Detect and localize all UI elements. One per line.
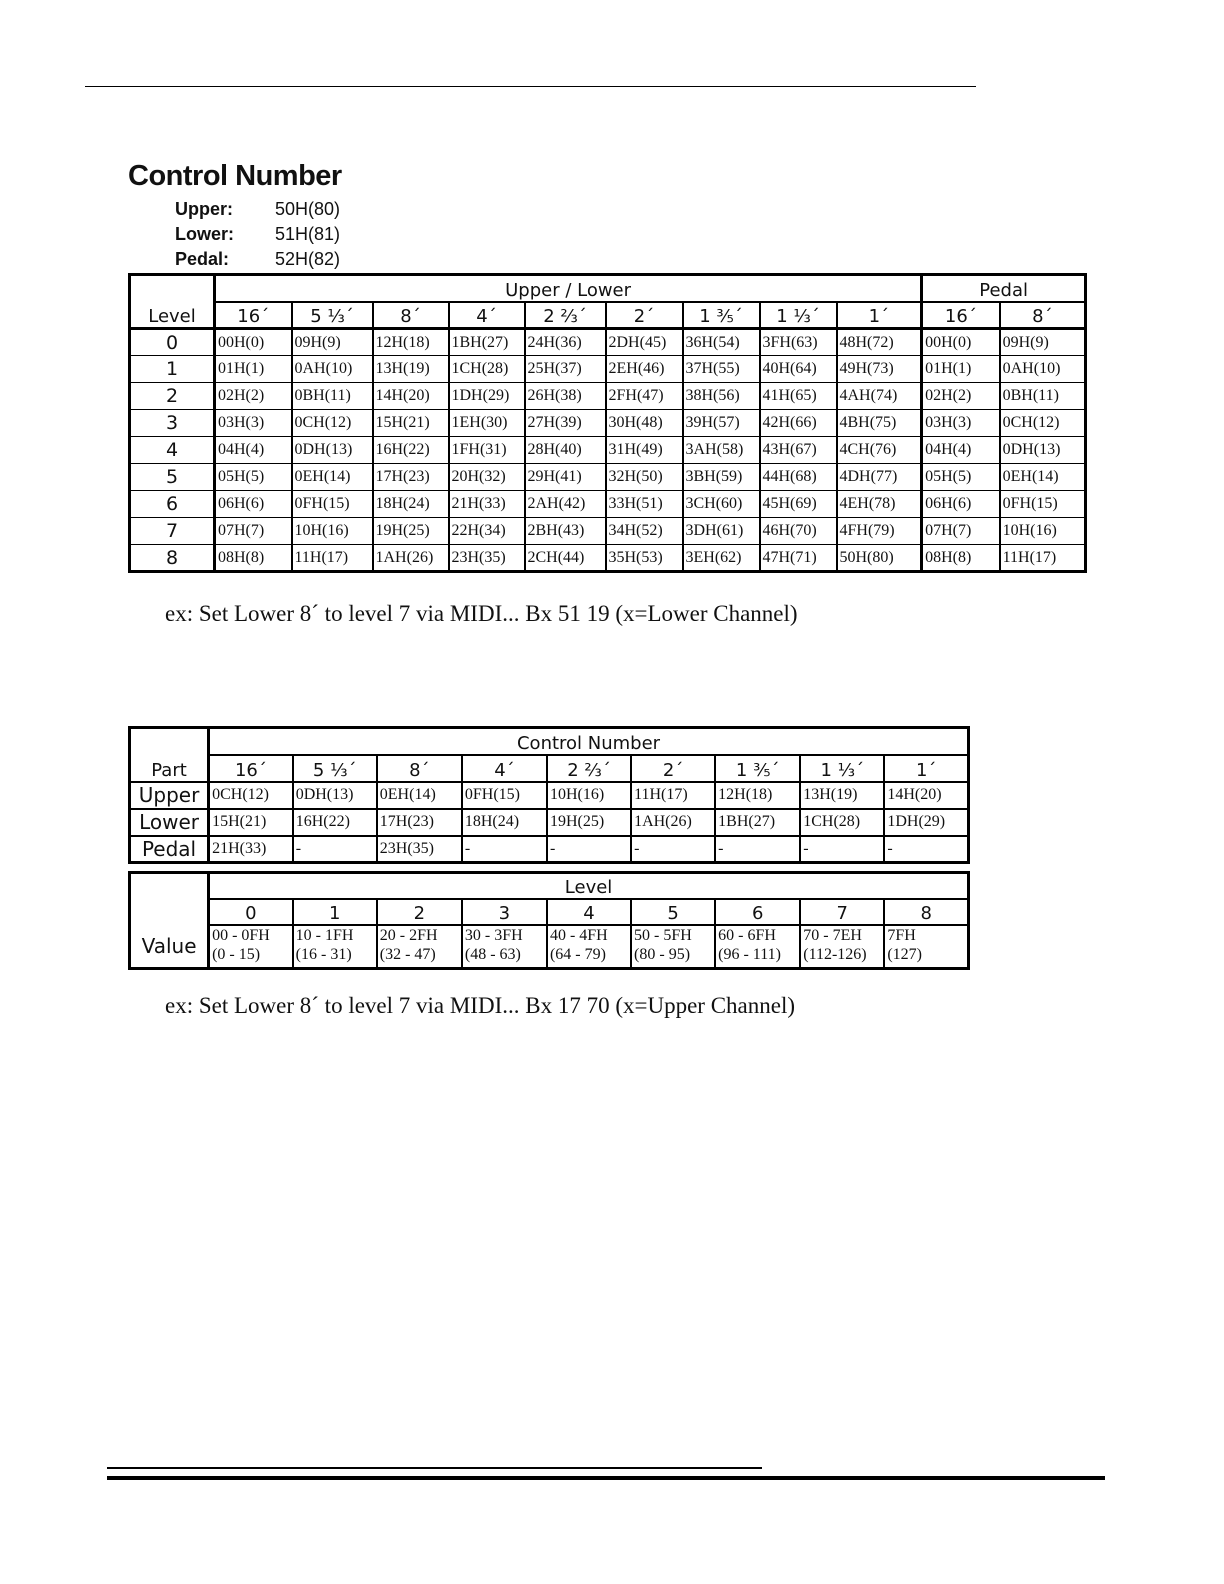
- level-cell: 8: [130, 545, 215, 572]
- table-cell: 0DH(13): [1000, 437, 1086, 464]
- table-cell: 11H(17): [631, 782, 715, 809]
- table-row: [130, 410, 1086, 437]
- table-cell: 21H(33): [209, 836, 293, 863]
- footer-rule-thick: [107, 1476, 1105, 1480]
- table-cell: 19H(25): [547, 809, 631, 836]
- table-cell: 0DH(13): [292, 437, 373, 464]
- column-header: 1´: [837, 302, 922, 329]
- table-cell: 39H(57): [683, 410, 760, 437]
- table-cell: 3FH(63): [760, 329, 837, 356]
- table-cell: 0AH(10): [1000, 356, 1086, 383]
- table-cell: 3DH(61): [683, 518, 760, 545]
- level-header: 2: [377, 899, 462, 925]
- control-number-label: Pedal:: [175, 249, 230, 269]
- table-cell: 30H(48): [606, 410, 683, 437]
- control-number-lower: [175, 222, 340, 247]
- value-dec: (112-126): [803, 945, 867, 963]
- example-note-1: ex: Set Lower 8´ to level 7 via MIDI... Bx 51 19 (x=Lower Channel): [165, 601, 798, 626]
- value-dec: (80 - 95): [634, 945, 691, 963]
- table-cell: 15H(21): [209, 809, 293, 836]
- level-cell: 3: [130, 410, 215, 437]
- value-cell: [547, 925, 631, 969]
- table-cell: 38H(56): [683, 383, 760, 410]
- table-cell: 2FH(47): [606, 383, 683, 410]
- level-header: 5: [631, 899, 715, 925]
- table-cell: 11H(17): [1000, 545, 1086, 572]
- footer-rule-thin: [107, 1467, 762, 1469]
- group-header-control-number: Control Number: [209, 728, 969, 755]
- level-header: 0: [209, 899, 293, 925]
- table-cell: 10H(16): [292, 518, 373, 545]
- value-cell: [377, 925, 462, 969]
- group-header-upper-lower: Upper / Lower: [215, 275, 922, 302]
- example-note-2: ex: Set Lower 8´ to level 7 via MIDI... Bx 17 70 (x=Upper Channel): [165, 993, 795, 1018]
- value-row-header: Value: [130, 925, 209, 969]
- table-cell: 34H(52): [606, 518, 683, 545]
- table-row: [130, 491, 1086, 518]
- table-row: [130, 356, 1086, 383]
- column-header: 5 ⅓´: [292, 302, 373, 329]
- table-cell: 01H(1): [215, 356, 292, 383]
- table-cell: 46H(70): [760, 518, 837, 545]
- level-cell: 1: [130, 356, 215, 383]
- table-cell: 3EH(62): [683, 545, 760, 572]
- table-cell: 03H(3): [922, 410, 1000, 437]
- table-cell: 33H(51): [606, 491, 683, 518]
- table-cell: 18H(24): [462, 809, 547, 836]
- table-cell: 4AH(74): [837, 383, 922, 410]
- table-cell: 0FH(15): [292, 491, 373, 518]
- table-cell: 21H(33): [449, 491, 525, 518]
- table-cell: 1AH(26): [373, 545, 449, 572]
- level-cell: 6: [130, 491, 215, 518]
- table-cell: 43H(67): [760, 437, 837, 464]
- level-header: Level: [130, 302, 215, 329]
- table-cell: 2CH(44): [525, 545, 606, 572]
- table-cell: 0CH(12): [1000, 410, 1086, 437]
- column-header: 1´: [884, 755, 968, 782]
- column-header: 2´: [631, 755, 715, 782]
- table-row: [130, 518, 1086, 545]
- table-cell: 02H(2): [215, 383, 292, 410]
- table-cell: 4FH(79): [837, 518, 922, 545]
- table-cell: 19H(25): [373, 518, 449, 545]
- table-cell: -: [884, 836, 968, 863]
- table-cell: 01H(1): [922, 356, 1000, 383]
- table-cell: 2AH(42): [525, 491, 606, 518]
- table-cell: 1FH(31): [449, 437, 525, 464]
- table-cell: 45H(69): [760, 491, 837, 518]
- value-hex: 7FH: [887, 926, 916, 944]
- table-cell: 15H(21): [373, 410, 449, 437]
- table-cell: 09H(9): [292, 329, 373, 356]
- table-cell: 11H(17): [292, 545, 373, 572]
- column-header: 2 ⅔´: [547, 755, 631, 782]
- table-cell: 16H(22): [373, 437, 449, 464]
- column-header: 1 ⅗´: [683, 302, 760, 329]
- control-number-value: 52H(82): [275, 249, 341, 269]
- value-cell: [209, 925, 293, 969]
- level-header: 6: [715, 899, 800, 925]
- table-row: [130, 383, 1086, 410]
- table-cell: 03H(3): [215, 410, 292, 437]
- table-cell: 16H(22): [293, 809, 377, 836]
- table-cell: 1CH(28): [800, 809, 884, 836]
- table-row: [130, 809, 969, 836]
- table-cell: 23H(35): [449, 545, 525, 572]
- column-header: 8´: [377, 755, 462, 782]
- table-cell: 1AH(26): [631, 809, 715, 836]
- top-rule: [85, 86, 976, 87]
- column-header: 16´: [922, 302, 1000, 329]
- value-hex: 00 - 0FH: [212, 926, 270, 944]
- table-cell: 0DH(13): [293, 782, 377, 809]
- column-header: 5 ⅓´: [293, 755, 377, 782]
- value-hex: 30 - 3FH: [464, 926, 523, 944]
- table-cell: 04H(4): [215, 437, 292, 464]
- table-cell: 42H(66): [760, 410, 837, 437]
- table-cell: 0CH(12): [209, 782, 293, 809]
- part-cell: Lower: [130, 809, 209, 836]
- value-dec: (96 - 111): [718, 945, 781, 963]
- table-cell: 12H(18): [715, 782, 800, 809]
- table-row: [130, 782, 969, 809]
- table-cell: 0FH(15): [462, 782, 547, 809]
- corner-cell: [130, 728, 209, 755]
- table-cell: 1BH(27): [449, 329, 525, 356]
- column-header: 2´: [606, 302, 683, 329]
- table-row: [130, 437, 1086, 464]
- table-cell: 18H(24): [373, 491, 449, 518]
- table-cell: 3BH(59): [683, 464, 760, 491]
- value-dec: (64 - 79): [549, 945, 606, 963]
- control-number-label: Upper:: [175, 199, 233, 219]
- corner-cell: [130, 899, 209, 925]
- value-cell: [462, 925, 547, 969]
- group-header-pedal: Pedal: [922, 275, 1086, 302]
- table-cell: 23H(35): [377, 836, 462, 863]
- table-row: [130, 545, 1086, 572]
- table-cell: 4BH(75): [837, 410, 922, 437]
- table-cell: 0FH(15): [1000, 491, 1086, 518]
- table-cell: 26H(38): [525, 383, 606, 410]
- group-header-level: Level: [209, 873, 969, 899]
- table-cell: 48H(72): [837, 329, 922, 356]
- table-cell: 25H(37): [525, 356, 606, 383]
- table-cell: 17H(23): [377, 809, 462, 836]
- table-cell: 44H(68): [760, 464, 837, 491]
- column-header: 8´: [1000, 302, 1086, 329]
- level-cell: 4: [130, 437, 215, 464]
- table-cell: -: [293, 836, 377, 863]
- table-cell: 3CH(60): [683, 491, 760, 518]
- table-cell: -: [462, 836, 547, 863]
- value-dec: (48 - 63): [464, 945, 521, 963]
- corner-cell: [130, 873, 209, 899]
- table-cell: 31H(49): [606, 437, 683, 464]
- table-cell: 06H(6): [215, 491, 292, 518]
- table-cell: 13H(19): [373, 356, 449, 383]
- level-header: 1: [293, 899, 377, 925]
- control-number-value: 51H(81): [275, 224, 341, 244]
- table-cell: 05H(5): [215, 464, 292, 491]
- table-cell: 24H(36): [525, 329, 606, 356]
- column-header: 4´: [462, 755, 547, 782]
- table-cell: 1DH(29): [884, 809, 968, 836]
- table-cell: 50H(80): [837, 545, 922, 572]
- level-cell: 5: [130, 464, 215, 491]
- table-cell: -: [800, 836, 884, 863]
- table-cell: 47H(71): [760, 545, 837, 572]
- column-header: 4´: [449, 302, 525, 329]
- table-cell: 37H(55): [683, 356, 760, 383]
- value-dec: (127): [887, 945, 922, 963]
- value-dec: (0 - 15): [212, 945, 261, 963]
- value-hex: 70 - 7EH: [803, 926, 862, 944]
- table-cell: 1BH(27): [715, 809, 800, 836]
- table-cell: 0BH(11): [292, 383, 373, 410]
- table-cell: 05H(5): [922, 464, 1000, 491]
- level-header: 8: [884, 899, 968, 925]
- table-cell: 28H(40): [525, 437, 606, 464]
- part-cell: Pedal: [130, 836, 209, 863]
- column-header: 2 ⅔´: [525, 302, 606, 329]
- part-control-table: [128, 726, 970, 864]
- part-header: Part: [130, 755, 209, 782]
- table-cell: 20H(32): [449, 464, 525, 491]
- table-cell: 00H(0): [215, 329, 292, 356]
- table-cell: 49H(73): [837, 356, 922, 383]
- value-hex: 20 - 2FH: [379, 926, 438, 944]
- value-dec: (32 - 47): [379, 945, 436, 963]
- table-cell: 06H(6): [922, 491, 1000, 518]
- level-value-table: [128, 871, 970, 970]
- value-hex: 60 - 6FH: [718, 926, 776, 944]
- table-cell: -: [547, 836, 631, 863]
- table-cell: -: [631, 836, 715, 863]
- column-header: 1 ⅓´: [800, 755, 884, 782]
- table-cell: 2BH(43): [525, 518, 606, 545]
- table-cell: 0CH(12): [292, 410, 373, 437]
- value-hex: 40 - 4FH: [549, 926, 608, 944]
- table-cell: 1EH(30): [449, 410, 525, 437]
- control-number-label: Lower:: [175, 224, 235, 244]
- table-cell: 17H(23): [373, 464, 449, 491]
- table-cell: 3AH(58): [683, 437, 760, 464]
- table-row: [130, 329, 1086, 356]
- value-dec: (16 - 31): [295, 945, 352, 963]
- table-cell: 4CH(76): [837, 437, 922, 464]
- table-cell: 36H(54): [683, 329, 760, 356]
- table-cell: 4DH(77): [837, 464, 922, 491]
- table-cell: 0EH(14): [377, 782, 462, 809]
- table-cell: 10H(16): [1000, 518, 1086, 545]
- column-header: 8´: [373, 302, 449, 329]
- table-cell: 08H(8): [922, 545, 1000, 572]
- table-cell: 09H(9): [1000, 329, 1086, 356]
- table-cell: -: [715, 836, 800, 863]
- table-cell: 04H(4): [922, 437, 1000, 464]
- table-cell: 0EH(14): [292, 464, 373, 491]
- control-number-upper: [175, 197, 340, 222]
- table-cell: 2EH(46): [606, 356, 683, 383]
- value-cell: [715, 925, 800, 969]
- table-cell: 08H(8): [215, 545, 292, 572]
- column-header: 1 ⅓´: [760, 302, 837, 329]
- table-cell: 14H(20): [884, 782, 968, 809]
- column-header: 1 ⅗´: [715, 755, 800, 782]
- table-cell: 27H(39): [525, 410, 606, 437]
- table-cell: 2DH(45): [606, 329, 683, 356]
- control-number-list: [175, 197, 340, 272]
- table-cell: 29H(41): [525, 464, 606, 491]
- level-cell: 2: [130, 383, 215, 410]
- table-cell: 4EH(78): [837, 491, 922, 518]
- table-cell: 40H(64): [760, 356, 837, 383]
- table-cell: 1CH(28): [449, 356, 525, 383]
- level-header: 4: [547, 899, 631, 925]
- value-cell: [293, 925, 377, 969]
- table-cell: 0AH(10): [292, 356, 373, 383]
- level-cell: 7: [130, 518, 215, 545]
- table-row: [130, 836, 969, 863]
- table-cell: 00H(0): [922, 329, 1000, 356]
- value-cell: [884, 925, 968, 969]
- column-header: 16´: [215, 302, 292, 329]
- control-number-value: 50H(80): [275, 199, 341, 219]
- table-cell: 1DH(29): [449, 383, 525, 410]
- value-cell: [631, 925, 715, 969]
- table-cell: 07H(7): [215, 518, 292, 545]
- table-cell: 14H(20): [373, 383, 449, 410]
- table-cell: 10H(16): [547, 782, 631, 809]
- value-cell: [800, 925, 884, 969]
- level-cell: 0: [130, 329, 215, 356]
- part-cell: Upper: [130, 782, 209, 809]
- control-number-pedal: [175, 247, 340, 272]
- table-cell: 32H(50): [606, 464, 683, 491]
- table-cell: 0EH(14): [1000, 464, 1086, 491]
- table-cell: 0BH(11): [1000, 383, 1086, 410]
- table-cell: 13H(19): [800, 782, 884, 809]
- table-cell: 22H(34): [449, 518, 525, 545]
- table-cell: 02H(2): [922, 383, 1000, 410]
- table-cell: 07H(7): [922, 518, 1000, 545]
- table-cell: 12H(18): [373, 329, 449, 356]
- table-row: [130, 464, 1086, 491]
- table-cell: 41H(65): [760, 383, 837, 410]
- table-cell: 35H(53): [606, 545, 683, 572]
- value-hex: 10 - 1FH: [295, 926, 354, 944]
- section-heading: Control Number: [128, 160, 342, 192]
- drawbar-level-table: [128, 273, 1087, 573]
- column-header: 16´: [209, 755, 293, 782]
- value-hex: 50 - 5FH: [634, 926, 692, 944]
- corner-cell: [130, 275, 215, 302]
- level-header: 7: [800, 899, 884, 925]
- level-header: 3: [462, 899, 547, 925]
